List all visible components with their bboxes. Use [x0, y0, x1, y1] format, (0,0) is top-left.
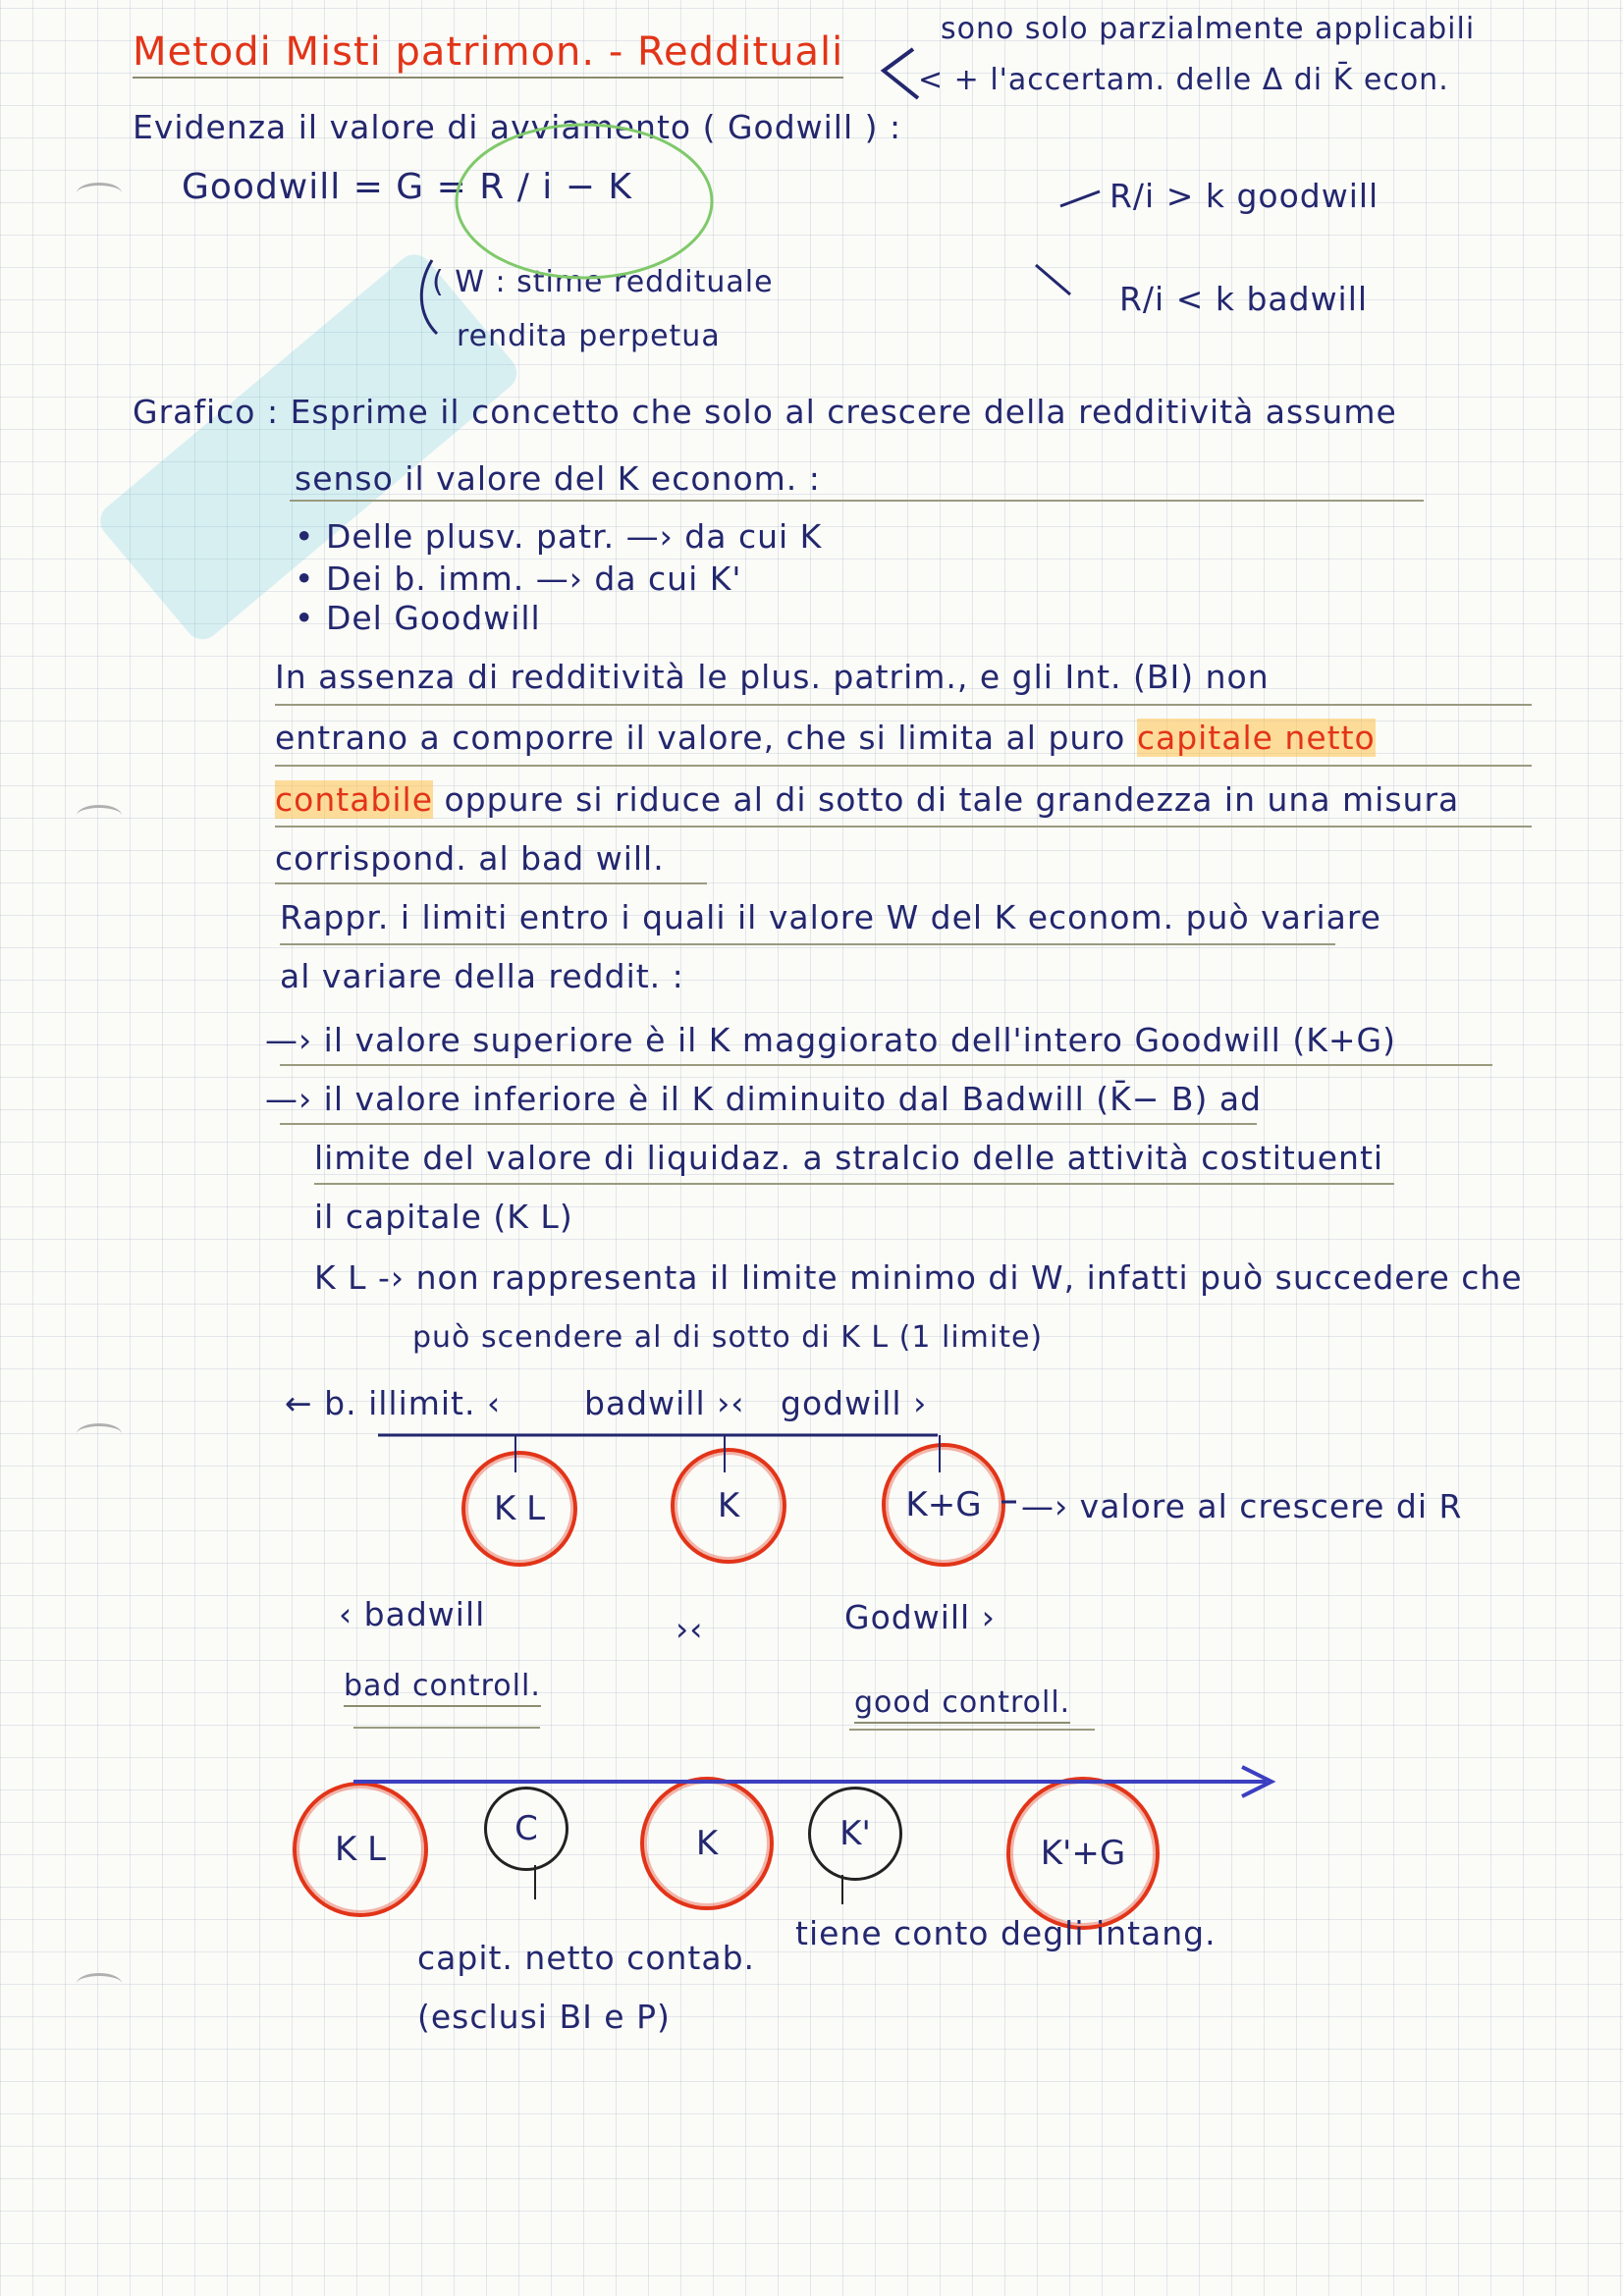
limit-lower-3: il capitale (K L) — [314, 1198, 573, 1236]
para-line-4: corrispond. al bad will. — [275, 839, 665, 878]
badwill-condition: R/i < k badwill — [1119, 280, 1369, 318]
diag1-circle-kl: K L — [461, 1451, 577, 1567]
arrow-goodwill — [1060, 191, 1100, 206]
capitale-netto-highlight: capitale netto — [1136, 719, 1376, 757]
para-line-3: contabile oppure si riduce al di sotto di tale grandezza in una misura — [275, 780, 1460, 819]
diag2-good-control: good controll. — [854, 1685, 1070, 1720]
kl-note-1: K L -› non rappresenta il limite minimo di W, infatti può succedere che — [314, 1258, 1523, 1297]
diag2-circle-kl: K L — [293, 1782, 428, 1917]
diag2-bad-control: bad controll. — [344, 1669, 541, 1703]
rappr-line-1: Rappr. i limiti entro i quali il valore W del K econom. può variare — [280, 898, 1381, 936]
diag2-circle-k: K — [640, 1777, 774, 1910]
grafico-line-1: Grafico : Esprime il concetto che solo al crescere della redditività assume — [133, 393, 1397, 431]
page-title: Metodi Misti patrimon. - Reddituali — [133, 29, 843, 75]
bracket-arrow — [884, 49, 918, 98]
bullet-3: • Del Goodwill — [295, 599, 541, 637]
limit-upper: —› il valore superiore è il K maggiorato dell'intero Goodwill (K+G) — [265, 1021, 1396, 1059]
diag1-growth-note: —› valore al crescere di R — [1021, 1487, 1463, 1525]
limit-lower-2: limite del valore di liquidaz. a stralcio delle attività costituenti — [314, 1139, 1384, 1177]
diag2-note-intang: tiene conto degli intang. — [795, 1914, 1217, 1952]
rappr-line-2: al variare della reddit. : — [280, 957, 684, 995]
diag1-label-godwill: godwill › — [781, 1384, 928, 1422]
arrow-badwill — [1036, 265, 1070, 294]
diag2-circle-kprime-g: K'+G — [1006, 1777, 1160, 1930]
diag2-note-cap: capit. netto contab. — [417, 1939, 756, 1977]
formula-note-2: rendita perpetua — [457, 319, 721, 353]
para-line-1: In assenza di redditività le plus. patrim., e gli Int. (BI) non — [275, 658, 1270, 696]
para-line-2: entrano a comporre il valore, che si limita al puro capitale netto — [275, 719, 1376, 757]
kl-note-2: può scendere al di sotto di K L (1 limite) — [412, 1320, 1044, 1355]
header-note-1: sono solo parzialmente applicabili — [941, 12, 1476, 46]
grafico-line-2: senso il valore del K econom. : — [295, 459, 821, 498]
diag1-label-illimit: ← b. illimit. ‹ — [285, 1384, 502, 1422]
formula-ellipse — [457, 125, 712, 278]
diag2-circle-kprime: K' — [808, 1787, 902, 1881]
intro-line: Evidenza il valore di avviamento ( Godwill ) : — [133, 108, 902, 146]
diag1-label-badwill: badwill ›‹ — [584, 1384, 745, 1422]
formula-paren — [421, 260, 437, 334]
formula-note-1: ( W : stime reddituale — [432, 265, 774, 299]
diag2-label-sep: ›‹ — [676, 1610, 704, 1648]
header-note-2: < + l'accertam. delle Δ di K̄ econ. — [918, 63, 1449, 97]
diag1-circle-kg: K+G — [882, 1443, 1005, 1567]
diag2-label-badwill: ‹ badwill — [339, 1595, 486, 1633]
bullet-2: • Dei b. imm. —› da cui K' — [295, 560, 742, 598]
diag2-circle-c: C — [484, 1787, 568, 1871]
limit-lower: —› il valore inferiore è il K diminuito dal Badwill (K̄− B) ad — [265, 1080, 1263, 1118]
goodwill-formula: Goodwill = G = R / i − K — [182, 167, 632, 207]
diag1-circle-k: K — [671, 1448, 786, 1564]
diag2-label-goodwill: Godwill › — [844, 1598, 996, 1636]
goodwill-condition: R/i > k goodwill — [1109, 177, 1380, 215]
bullet-1: • Delle plusv. patr. —› da cui K — [295, 517, 823, 556]
diag2-note-esclusi: (esclusi BI e P) — [417, 1998, 671, 2036]
